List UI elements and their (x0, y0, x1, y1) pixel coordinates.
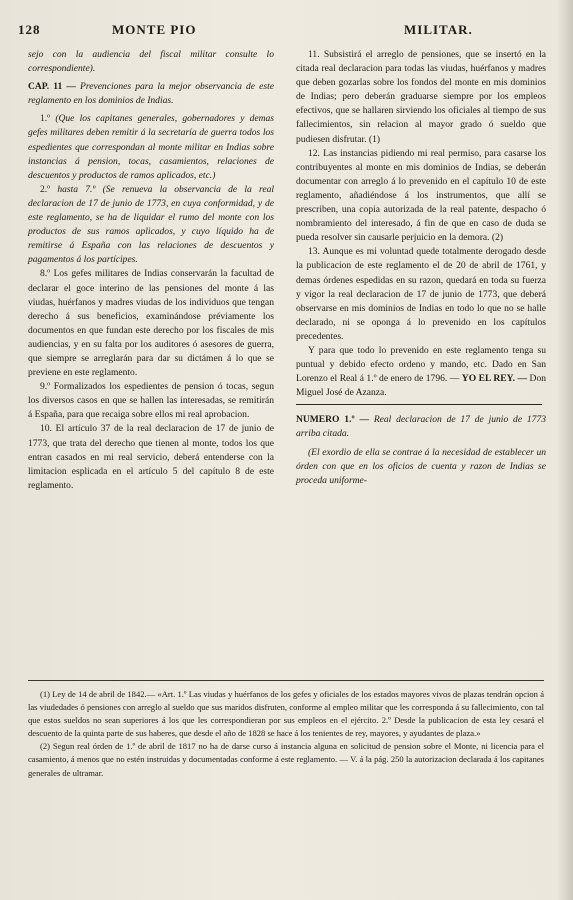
article-13-number: 13. (308, 246, 320, 258)
article-13 (296, 245, 546, 344)
running-head (18, 22, 558, 40)
closing-paragraph (296, 344, 546, 400)
numero-heading (296, 413, 546, 441)
closing-text: Y para que todo lo prevenido en este reglamento tenga su puntual y debido efecto ordeno y mando, etc. Dado en San Lorenzo el Real á 1.º de enero de 1796. — (296, 344, 546, 385)
article-11-text: Subsistirá el arreglo de pensiones, que se insertó en la citada real declaracion para todas las viudas, huérfanos y madres que deben gozarlas sobre los fondos del monte en mis dominios de Indias; pero deberán graduarse siempre por los empleos efectivos, que se hallaren sirviendo los oficiales al tiempo de sus fallecimientos, sin relacion al mayor grado ó sueldo que pudiesen disfrutar. (1) (296, 49, 546, 145)
article-10-number: 10. (40, 423, 52, 435)
numero-label: NUMERO 1.º — (296, 414, 369, 426)
page-edge-shadow (557, 0, 573, 900)
article-8-number: 8.º (40, 268, 51, 280)
royal-signature: YO EL REY. — (461, 373, 528, 385)
minister-name: Don Miguel José de Azanza. (296, 373, 546, 399)
footnotes (28, 688, 544, 780)
running-title-left: MONTE PIO (112, 22, 197, 37)
continued-paragraph: sejo con la audiencia del fiscal militar consulte lo correspondiente). (28, 49, 274, 75)
article-10-text: El artículo 37 de la real declaracion de 17 de junio de 1773, que trata del derecho que tienen al monte, todos los que entran casados en mi real servicio, deberá entenderse con la limitacion esplicada en el artículo 5 del capítulo 8 de este reglamento. (28, 423, 274, 491)
right-column (296, 48, 546, 488)
article-1-number: 1.º (40, 113, 51, 125)
section-divider (296, 404, 542, 405)
article-12-text: Las instancias pidiendo mi real permiso, para casarse los contribuyentes al monte en mis dominios de Indias, se deberán documentar con arreglo á lo prevenido en el capítulo 10 de este reglamento, añadiéndose á los instrumentos, que allí se prescriben, una copia autorizada de la real patente, despacho ó nombramiento del interesado, á fin de que en caso de duda se pueda resolver sin causarle perjuicio en la demora. (2) (296, 147, 547, 244)
running-title-right: MILITAR. (404, 22, 473, 37)
footnote-2: (2) Segun real órden de 1.º de abril de 1817 no ha de darse curso á instancia alguna en solicitud de pension sobre el Monte, ni licencia para el casamiento, á menos que no estén instruidas y documentadas conforme á este reglamento. — V. á la pág. 250 la autorizacion declarada á los capitanes generales de ultramar. (28, 741, 544, 778)
article-11-number: 11. (308, 49, 320, 60)
article-1 (28, 112, 274, 182)
article-1-text: (Que los capitanes generales, gobernadores y demas gefes militares deben remitir á la secretaría de guerra todos los espedientes que correspondan al monte militar en Indias sobre instancias á pension, tocas, casamientos, relaciones de descuentos y productos de ramos aplicados, etc.) (28, 113, 275, 181)
page-number: 128 (18, 22, 41, 37)
article-9-number: 9.º (40, 381, 51, 393)
article-13-text: Aunque es mi voluntad quede totalmente derogado desde la publicacion de este reglamento el de 20 de abril de 1761, y demas órdenes espedidas en su razon, quedará en toda su fuerza y vigor la real declaracion de 17 de junio de 1773, que deberá observarse en mis dominios de Indias en todo lo que no se halle declarado, ni se oponga á lo prevenido en los capítulos precedentes. (296, 246, 546, 342)
article-12 (296, 147, 546, 246)
left-column (28, 48, 274, 493)
chapter-title: Prevenciones para la mejor observancia de este reglamento en los dominios de Indias. (28, 81, 274, 107)
article-9-text: Formalizados los espedientes de pension ó tocas, segun los diversos casos en que se hallen las interesadas, se remitirán á España, para que recaiga sobre ellos mi real aprobacion. (28, 381, 274, 421)
article-2-number: 2.º (40, 183, 51, 195)
article-2 (28, 183, 274, 268)
article-10 (28, 422, 274, 492)
numero-title: Real declaracion de 17 de junio de 1773 arriba citada. (296, 414, 546, 440)
article-8-text: Los gefes militares de Indias conservarán la facultad de declarar el goce interino de las pensiones del monte á las viudas, huérfanos y madres viudas de los individuos que tengan derecho á sus beneficios, examinándose préviamente los documentos en que fundan este derecho por los fiscales de mis audiencias, y en su falta por los auditores ó asesores de guerra, que siempre se arreglarán para dar su dictámen á lo que se previene en este reglamento. (28, 268, 274, 379)
article-11 (296, 48, 546, 147)
chapter-heading (28, 80, 274, 108)
chapter-label: CAP. 11 — (28, 81, 76, 93)
article-9 (28, 380, 274, 422)
exordio-paragraph: (El exordio de ella se contrae á la necesidad de establecer un órden con que en los oficios de cuenta y razon de Indias se proceda uniforme- (296, 446, 546, 486)
article-8 (28, 267, 274, 380)
article-12-number: 12. (308, 147, 320, 159)
footnote-rule (28, 680, 544, 681)
article-2-text: hasta 7.º (Se renueva la observancia de la real declaracion de 17 de junio de 1773, en cuya conformidad, y de este reglamento, se ha de liquidar el rumo del monte con los productos de sus ramos aplicados, y cuyo líquido ha de remitirse á España con las relaciones de descuentos y pagamentos á los partícipes. (28, 183, 274, 266)
footnote-1: (1) Ley de 14 de abril de 1842.— «Art. 1.º Las viudas y huérfanos de los gefes y oficiales de los estados mayores vivos de plazas tendrán opcion á las viudedades ó pensiones con arreglo al sueldo que sus maridos disfruten, conforme al empleo militar que les corresponda á su fallecimiento, con tal que estos sueldos no sean superiores á los que les correspondieran por sus empleos en el ejército. 2.º Desde la publicacion de esta ley cesará el descuento de la quinta parte de sus haberes, que desde el año de 1828 se hace á los tenientes de rey, mayores, y ayudantes de plaza.» (28, 689, 544, 739)
